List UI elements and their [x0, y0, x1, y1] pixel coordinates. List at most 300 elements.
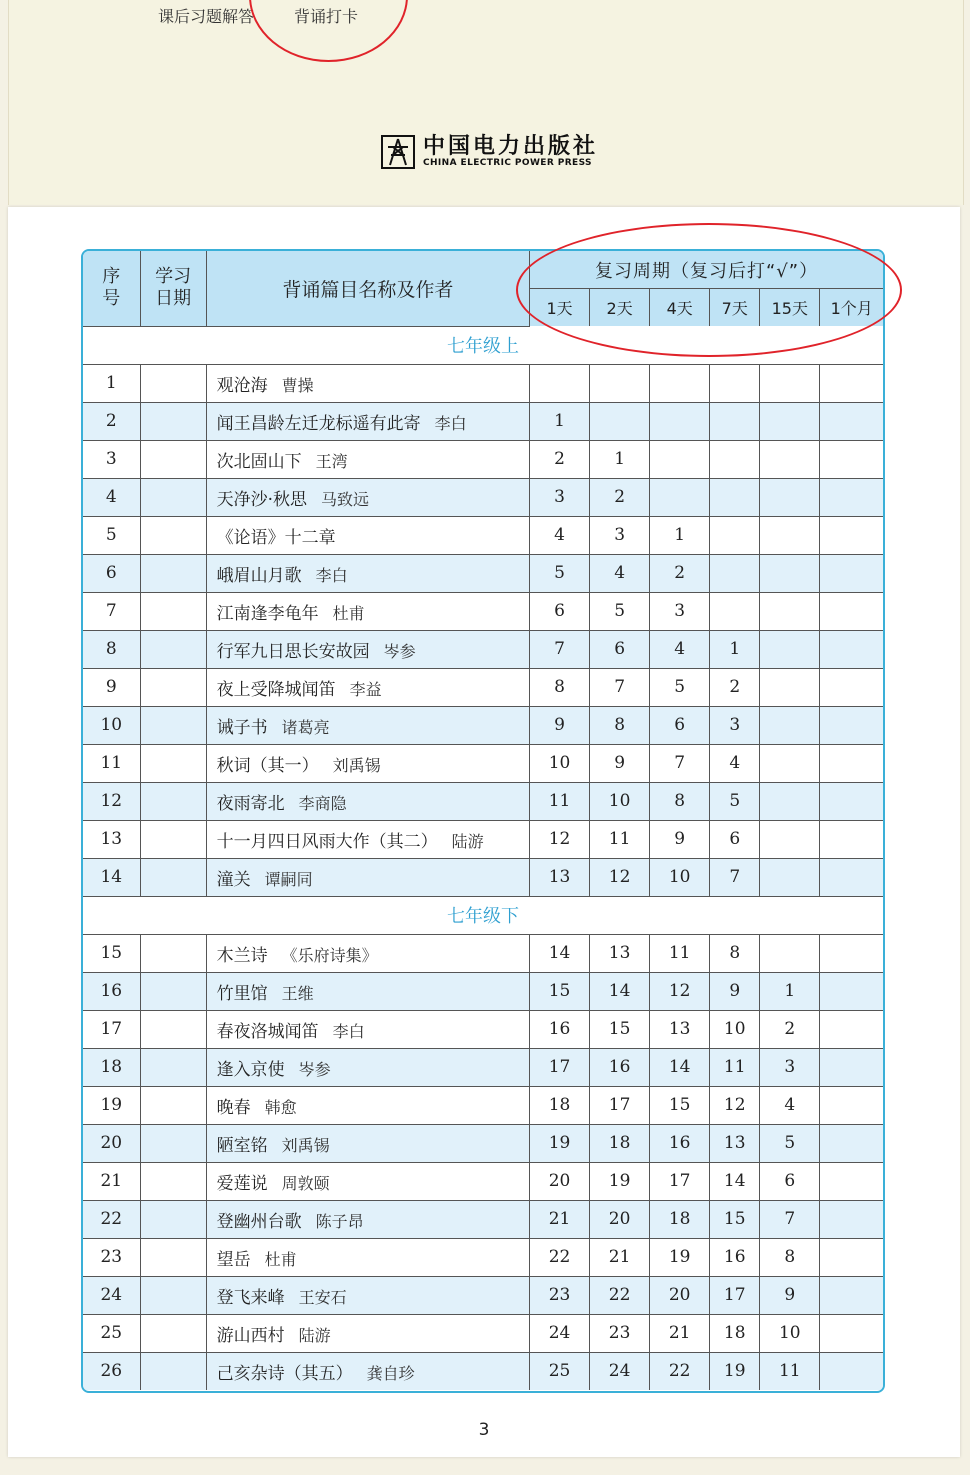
header-seq: 序号 [83, 251, 140, 326]
review-cell[interactable] [650, 440, 710, 478]
piece-title: 登幽州台歌 [216, 1211, 302, 1232]
study-date-cell[interactable] [140, 934, 206, 972]
review-cell[interactable]: 5 [530, 554, 590, 592]
review-cell[interactable] [820, 1162, 883, 1200]
review-cell[interactable]: 19 [590, 1162, 650, 1200]
title-author-cell [206, 1352, 529, 1390]
piece-title: 峨眉山月歌 [216, 565, 302, 586]
piece-title: 己亥杂诗（其五） [216, 1363, 353, 1384]
study-date-cell[interactable] [140, 1010, 206, 1048]
review-cell[interactable]: 2 [590, 478, 650, 516]
review-cell[interactable]: 3 [760, 1048, 820, 1086]
review-cell[interactable]: 13 [590, 934, 650, 972]
review-cell[interactable]: 19 [530, 1124, 590, 1162]
review-cell[interactable] [820, 972, 883, 1010]
review-cell[interactable] [650, 364, 710, 402]
review-cell[interactable]: 7 [590, 668, 650, 706]
review-cell[interactable]: 21 [530, 1200, 590, 1238]
piece-title: 登飞来峰 [216, 1287, 285, 1308]
review-cell[interactable]: 20 [650, 1276, 710, 1314]
table-row [83, 1124, 883, 1162]
study-date-cell[interactable] [140, 1124, 206, 1162]
piece-author: 龚自珍 [366, 1363, 415, 1383]
review-cell[interactable]: 13 [650, 1010, 710, 1048]
review-cell[interactable]: 3 [650, 592, 710, 630]
review-cell[interactable] [760, 858, 820, 896]
row-number: 1 [83, 364, 140, 402]
table-row [83, 364, 883, 402]
review-cell[interactable]: 7 [650, 744, 710, 782]
review-cell[interactable]: 13 [530, 858, 590, 896]
review-cell[interactable]: 3 [590, 516, 650, 554]
row-number: 6 [83, 554, 140, 592]
row-number: 21 [83, 1162, 140, 1200]
review-cell[interactable]: 23 [590, 1314, 650, 1352]
review-cell[interactable] [820, 1010, 883, 1048]
table-row [83, 1314, 883, 1352]
review-cell[interactable] [760, 668, 820, 706]
review-cell[interactable]: 4 [590, 554, 650, 592]
review-cell[interactable]: 22 [650, 1352, 710, 1390]
review-cell[interactable] [820, 1352, 883, 1390]
review-cell[interactable] [760, 820, 820, 858]
table-row [83, 592, 883, 630]
review-cell[interactable] [760, 782, 820, 820]
review-cell[interactable]: 17 [590, 1086, 650, 1124]
review-cell[interactable]: 6 [590, 630, 650, 668]
row-number: 26 [83, 1352, 140, 1390]
piece-author: 周敦颐 [281, 1173, 330, 1193]
piece-author: 曹操 [281, 375, 314, 395]
review-cell[interactable]: 4 [710, 744, 760, 782]
review-cell[interactable]: 17 [650, 1162, 710, 1200]
review-cell[interactable]: 12 [650, 972, 710, 1010]
piece-author: 陈子昂 [315, 1211, 364, 1231]
piece-title: 爱莲说 [216, 1173, 268, 1194]
study-date-cell[interactable] [140, 554, 206, 592]
piece-author: 谭嗣同 [264, 869, 313, 889]
review-cell[interactable]: 24 [530, 1314, 590, 1352]
review-cell[interactable]: 10 [710, 1010, 760, 1048]
piece-author: 马致远 [321, 489, 370, 509]
publisher-name-cn: 中国电力出版社 [423, 133, 599, 159]
study-date-cell[interactable] [140, 668, 206, 706]
title-author-cell [206, 440, 529, 478]
review-cell[interactable] [820, 440, 883, 478]
review-cell[interactable]: 8 [760, 1238, 820, 1276]
table-row [83, 1086, 883, 1124]
piece-title: 秋词（其一） [216, 755, 319, 776]
study-date-cell[interactable] [140, 744, 206, 782]
review-cell[interactable]: 2 [760, 1010, 820, 1048]
header-review-col: 4天 [650, 289, 710, 327]
piece-author: 杜甫 [264, 1249, 297, 1269]
review-cell[interactable]: 11 [650, 934, 710, 972]
study-date-cell[interactable] [140, 440, 206, 478]
table-row [83, 402, 883, 440]
review-cell[interactable]: 1 [650, 516, 710, 554]
piece-title: 游山西村 [216, 1325, 285, 1346]
row-number: 11 [83, 744, 140, 782]
review-cell[interactable]: 1 [760, 972, 820, 1010]
review-cell[interactable]: 20 [590, 1200, 650, 1238]
review-cell[interactable]: 2 [710, 668, 760, 706]
review-cell[interactable]: 4 [760, 1086, 820, 1124]
review-cell[interactable] [760, 402, 820, 440]
review-cell[interactable] [760, 706, 820, 744]
row-number: 15 [83, 934, 140, 972]
review-cell[interactable]: 21 [650, 1314, 710, 1352]
header-study-date: 学习日期 [140, 251, 206, 326]
recitation-table [81, 249, 885, 1393]
table-row [83, 1048, 883, 1086]
review-cell[interactable]: 15 [710, 1200, 760, 1238]
review-cell[interactable] [820, 554, 883, 592]
title-author-cell [206, 364, 529, 402]
review-cell[interactable]: 15 [650, 1086, 710, 1124]
review-cell[interactable] [710, 402, 760, 440]
table-row [83, 630, 883, 668]
review-cell[interactable]: 21 [590, 1238, 650, 1276]
review-cell[interactable]: 15 [530, 972, 590, 1010]
review-cell[interactable] [760, 478, 820, 516]
piece-title: 逢入京使 [216, 1059, 285, 1080]
table-row [83, 478, 883, 516]
piece-title: 竹里馆 [216, 983, 268, 1004]
review-cell[interactable] [820, 1238, 883, 1276]
study-date-cell[interactable] [140, 516, 206, 554]
study-date-cell[interactable] [140, 706, 206, 744]
review-cell[interactable]: 15 [590, 1010, 650, 1048]
study-date-cell[interactable] [140, 592, 206, 630]
review-cell[interactable] [820, 364, 883, 402]
review-cell[interactable]: 9 [650, 820, 710, 858]
row-number: 13 [83, 820, 140, 858]
table-row [83, 972, 883, 1010]
review-cell[interactable] [710, 554, 760, 592]
review-cell[interactable] [820, 744, 883, 782]
study-date-cell[interactable] [140, 1314, 206, 1352]
review-cell[interactable] [820, 934, 883, 972]
review-cell[interactable]: 16 [710, 1238, 760, 1276]
review-cell[interactable] [530, 364, 590, 402]
title-author-cell [206, 1010, 529, 1048]
review-cell[interactable]: 18 [650, 1200, 710, 1238]
review-cell[interactable] [650, 402, 710, 440]
study-date-cell[interactable] [140, 1238, 206, 1276]
review-cell[interactable]: 14 [530, 934, 590, 972]
study-date-cell[interactable] [140, 782, 206, 820]
title-author-cell [206, 706, 529, 744]
review-cell[interactable] [820, 478, 883, 516]
title-author-cell [206, 820, 529, 858]
row-number: 8 [83, 630, 140, 668]
review-cell[interactable]: 10 [590, 782, 650, 820]
table-row [83, 1162, 883, 1200]
piece-author: 王维 [281, 983, 314, 1003]
review-cell[interactable]: 12 [590, 858, 650, 896]
review-cell[interactable] [710, 478, 760, 516]
study-date-cell[interactable] [140, 820, 206, 858]
tab-homework-answers[interactable]: 课后习题解答 [158, 7, 255, 26]
header-review-col: 7天 [710, 289, 760, 327]
row-number: 4 [83, 478, 140, 516]
review-cell[interactable]: 3 [530, 478, 590, 516]
review-cell[interactable]: 7 [530, 630, 590, 668]
review-cell[interactable]: 6 [710, 820, 760, 858]
title-author-cell [206, 1124, 529, 1162]
review-cell[interactable]: 1 [710, 630, 760, 668]
title-author-cell [206, 668, 529, 706]
review-cell[interactable] [710, 516, 760, 554]
title-author-cell [206, 1162, 529, 1200]
review-cell[interactable]: 3 [710, 706, 760, 744]
review-cell[interactable] [820, 1314, 883, 1352]
review-cell[interactable]: 19 [650, 1238, 710, 1276]
piece-author: 岑参 [383, 641, 416, 661]
review-cell[interactable]: 18 [590, 1124, 650, 1162]
title-author-cell [206, 630, 529, 668]
title-author-cell [206, 1238, 529, 1276]
row-number: 25 [83, 1314, 140, 1352]
piece-author: 王湾 [315, 451, 348, 471]
piece-title: 天净沙·秋思 [216, 489, 308, 510]
review-cell[interactable]: 10 [760, 1314, 820, 1352]
review-cell[interactable]: 16 [530, 1010, 590, 1048]
title-author-cell [206, 1086, 529, 1124]
table-row [83, 554, 883, 592]
review-cell[interactable] [760, 516, 820, 554]
study-date-cell[interactable] [140, 1162, 206, 1200]
table-row [83, 1010, 883, 1048]
review-cell[interactable]: 17 [530, 1048, 590, 1086]
review-cell[interactable]: 11 [590, 820, 650, 858]
review-cell[interactable]: 24 [590, 1352, 650, 1390]
title-author-cell [206, 782, 529, 820]
review-cell[interactable]: 20 [530, 1162, 590, 1200]
review-cell[interactable] [820, 1048, 883, 1086]
piece-author: 韩愈 [264, 1097, 297, 1117]
review-cell[interactable]: 9 [590, 744, 650, 782]
review-cell[interactable] [820, 706, 883, 744]
review-cell[interactable]: 17 [710, 1276, 760, 1314]
piece-author: 《乐府诗集》 [281, 945, 378, 965]
piece-author: 岑参 [298, 1059, 331, 1079]
title-author-cell [206, 516, 529, 554]
review-cell[interactable] [590, 402, 650, 440]
row-number: 19 [83, 1086, 140, 1124]
tab-recitation-checkin[interactable]: 背诵打卡 [294, 7, 359, 26]
review-cell[interactable] [820, 782, 883, 820]
title-author-cell [206, 1314, 529, 1352]
review-cell[interactable] [590, 364, 650, 402]
review-cell[interactable]: 6 [650, 706, 710, 744]
review-cell[interactable] [820, 1086, 883, 1124]
publisher-name-en: CHINA ELECTRIC POWER PRESS [423, 158, 592, 168]
review-cell[interactable]: 23 [530, 1276, 590, 1314]
review-cell[interactable]: 22 [530, 1238, 590, 1276]
review-cell[interactable]: 1 [530, 402, 590, 440]
title-author-cell [206, 1200, 529, 1238]
table-row [83, 440, 883, 478]
review-cell[interactable] [820, 1276, 883, 1314]
review-cell[interactable] [760, 440, 820, 478]
review-cell[interactable] [650, 478, 710, 516]
header-review-cycle: 复习周期（复习后打“√”） [530, 251, 883, 289]
piece-title: 望岳 [216, 1249, 251, 1270]
table-row [83, 516, 883, 554]
review-cell[interactable]: 11 [530, 782, 590, 820]
row-number: 9 [83, 668, 140, 706]
row-number: 7 [83, 592, 140, 630]
study-date-cell[interactable] [140, 1276, 206, 1314]
review-cell[interactable]: 16 [590, 1048, 650, 1086]
review-cell[interactable]: 25 [530, 1352, 590, 1390]
review-cell[interactable]: 5 [760, 1124, 820, 1162]
review-cell[interactable]: 5 [590, 592, 650, 630]
review-cell[interactable]: 9 [710, 972, 760, 1010]
piece-title: 晚春 [216, 1097, 251, 1118]
review-cell[interactable]: 9 [530, 706, 590, 744]
study-date-cell[interactable] [140, 858, 206, 896]
review-cell[interactable] [820, 820, 883, 858]
review-cell[interactable]: 14 [650, 1048, 710, 1086]
review-cell[interactable] [820, 668, 883, 706]
table-row [83, 1200, 883, 1238]
red-annotation-circle-tab [249, 0, 408, 62]
review-cell[interactable]: 8 [710, 934, 760, 972]
review-cell[interactable] [820, 592, 883, 630]
title-author-cell [206, 1048, 529, 1086]
table-row [83, 706, 883, 744]
review-cell[interactable]: 14 [710, 1162, 760, 1200]
review-cell[interactable]: 19 [710, 1352, 760, 1390]
review-cell[interactable]: 6 [530, 592, 590, 630]
review-cell[interactable] [760, 744, 820, 782]
review-cell[interactable] [760, 364, 820, 402]
row-number: 14 [83, 858, 140, 896]
header-title-author: 背诵篇目名称及作者 [206, 251, 529, 326]
study-date-cell[interactable] [140, 364, 206, 402]
review-cell[interactable]: 10 [650, 858, 710, 896]
review-cell[interactable] [710, 364, 760, 402]
title-author-cell [206, 744, 529, 782]
review-cell[interactable]: 2 [530, 440, 590, 478]
piece-title: 行军九日思长安故园 [216, 641, 370, 662]
piece-title: 潼关 [216, 869, 251, 890]
piece-author: 王安石 [298, 1287, 347, 1307]
header-review-col: 1天 [530, 289, 590, 327]
power-tower-icon [381, 135, 415, 169]
title-author-cell [206, 858, 529, 896]
review-cell[interactable]: 8 [590, 706, 650, 744]
review-cell[interactable]: 12 [710, 1086, 760, 1124]
review-cell[interactable] [820, 630, 883, 668]
review-cell[interactable]: 18 [530, 1086, 590, 1124]
review-cell[interactable]: 10 [530, 744, 590, 782]
review-cell[interactable]: 9 [760, 1276, 820, 1314]
piece-title: 诫子书 [216, 717, 268, 738]
review-cell[interactable]: 1 [590, 440, 650, 478]
review-cell[interactable] [820, 516, 883, 554]
section-heading: 七年级下 [83, 896, 883, 934]
review-cell[interactable]: 2 [650, 554, 710, 592]
review-cell[interactable]: 7 [760, 1200, 820, 1238]
title-author-cell [206, 934, 529, 972]
review-cell[interactable]: 6 [760, 1162, 820, 1200]
table-row [83, 668, 883, 706]
review-cell[interactable] [710, 592, 760, 630]
review-cell[interactable]: 7 [710, 858, 760, 896]
review-cell[interactable] [820, 402, 883, 440]
title-author-cell [206, 592, 529, 630]
review-cell[interactable]: 16 [650, 1124, 710, 1162]
review-cell[interactable]: 14 [590, 972, 650, 1010]
piece-author: 李白 [332, 1021, 365, 1041]
review-cell[interactable]: 13 [710, 1124, 760, 1162]
row-number: 12 [83, 782, 140, 820]
review-cell[interactable]: 12 [530, 820, 590, 858]
review-cell[interactable]: 4 [530, 516, 590, 554]
piece-title: 闻王昌龄左迁龙标遥有此寄 [216, 413, 421, 434]
review-cell[interactable] [760, 934, 820, 972]
review-cell[interactable] [820, 1124, 883, 1162]
review-cell[interactable]: 8 [530, 668, 590, 706]
review-cell[interactable]: 18 [710, 1314, 760, 1352]
header-review-col: 2天 [590, 289, 650, 327]
study-date-cell[interactable] [140, 1200, 206, 1238]
review-cell[interactable] [820, 1200, 883, 1238]
review-cell[interactable] [710, 440, 760, 478]
piece-title: 十一月四日风雨大作（其二） [216, 831, 438, 852]
review-cell[interactable]: 5 [650, 668, 710, 706]
title-author-cell [206, 1276, 529, 1314]
top-header-band [8, 0, 964, 205]
study-date-cell[interactable] [140, 402, 206, 440]
table-row [83, 1238, 883, 1276]
review-cell[interactable]: 22 [590, 1276, 650, 1314]
row-number: 2 [83, 402, 140, 440]
study-date-cell[interactable] [140, 630, 206, 668]
row-number: 5 [83, 516, 140, 554]
piece-author: 诸葛亮 [281, 717, 330, 737]
review-cell[interactable] [760, 592, 820, 630]
piece-title: 夜上受降城闻笛 [216, 679, 336, 700]
review-cell[interactable]: 4 [650, 630, 710, 668]
piece-title: 春夜洛城闻笛 [216, 1021, 319, 1042]
study-date-cell[interactable] [140, 972, 206, 1010]
row-number: 10 [83, 706, 140, 744]
review-cell[interactable] [760, 630, 820, 668]
study-date-cell[interactable] [140, 1048, 206, 1086]
title-author-cell [206, 972, 529, 1010]
study-date-cell[interactable] [140, 478, 206, 516]
publisher-logo [381, 134, 598, 169]
piece-author: 杜甫 [332, 603, 365, 623]
study-date-cell[interactable] [140, 1352, 206, 1390]
review-cell[interactable]: 5 [710, 782, 760, 820]
row-number: 17 [83, 1010, 140, 1048]
review-cell[interactable] [820, 858, 883, 896]
review-cell[interactable]: 11 [760, 1352, 820, 1390]
table-row [83, 858, 883, 896]
review-cell[interactable] [760, 554, 820, 592]
row-number: 3 [83, 440, 140, 478]
table-row [83, 744, 883, 782]
study-date-cell[interactable] [140, 1086, 206, 1124]
review-cell[interactable]: 11 [710, 1048, 760, 1086]
review-cell[interactable]: 8 [650, 782, 710, 820]
